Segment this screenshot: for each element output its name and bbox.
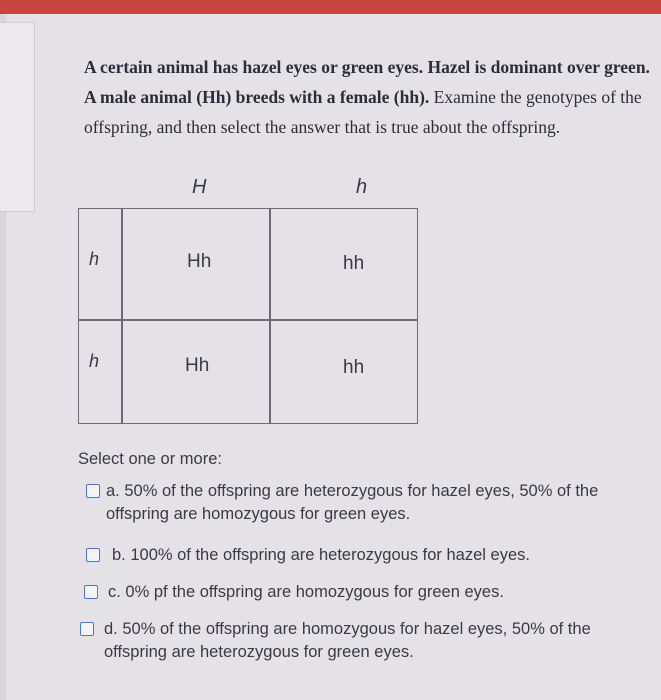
punnett-cell: hh: [343, 357, 365, 378]
option-c-label: c. 0% pf the offspring are homozygous for green eyes.: [108, 583, 504, 601]
punnett-row-label-2: h: [89, 351, 100, 371]
top-accent-bar: [0, 0, 661, 14]
option-d-label: d. 50% of the offspring are homozygous for hazel eyes, 50% of the offspring are heterozygous for green eyes.: [104, 620, 591, 661]
option-b-label: b. 100% of the offspring are heterozygous for hazel eyes.: [112, 546, 530, 564]
punnett-cell: Hh: [185, 355, 210, 376]
question-text: [84, 52, 659, 142]
punnett-square: [78, 208, 418, 424]
option-a-checkbox[interactable]: [86, 484, 100, 498]
punnett-cell: Hh: [187, 251, 212, 272]
select-prompt: Select one or more:: [78, 450, 222, 468]
option-c-checkbox[interactable]: [84, 585, 98, 599]
punnett-divider: [269, 209, 271, 423]
punnett-divider: [79, 319, 417, 321]
option-d-checkbox[interactable]: [80, 622, 94, 636]
question-info-panel: [0, 22, 35, 212]
punnett-divider: [121, 209, 123, 423]
question-plain-text: Examine the genotypes of the offspring, and then select the answer that is true about the offspring.: [84, 87, 642, 137]
option-b-checkbox[interactable]: [86, 548, 100, 562]
punnett-cell: hh: [343, 253, 365, 274]
question-bold-text: A certain animal has hazel eyes or green eyes. Hazel is dominant over green. A male animal (Hh) breeds with a female (hh).: [84, 57, 650, 107]
punnett-col-label-2: h: [356, 176, 368, 198]
punnett-col-label-1: H: [192, 176, 207, 198]
punnett-row-label-1: h: [89, 249, 100, 269]
option-a-label: a. 50% of the offspring are heterozygous for hazel eyes, 50% of the offspring are homozygous for green eyes.: [106, 482, 599, 523]
